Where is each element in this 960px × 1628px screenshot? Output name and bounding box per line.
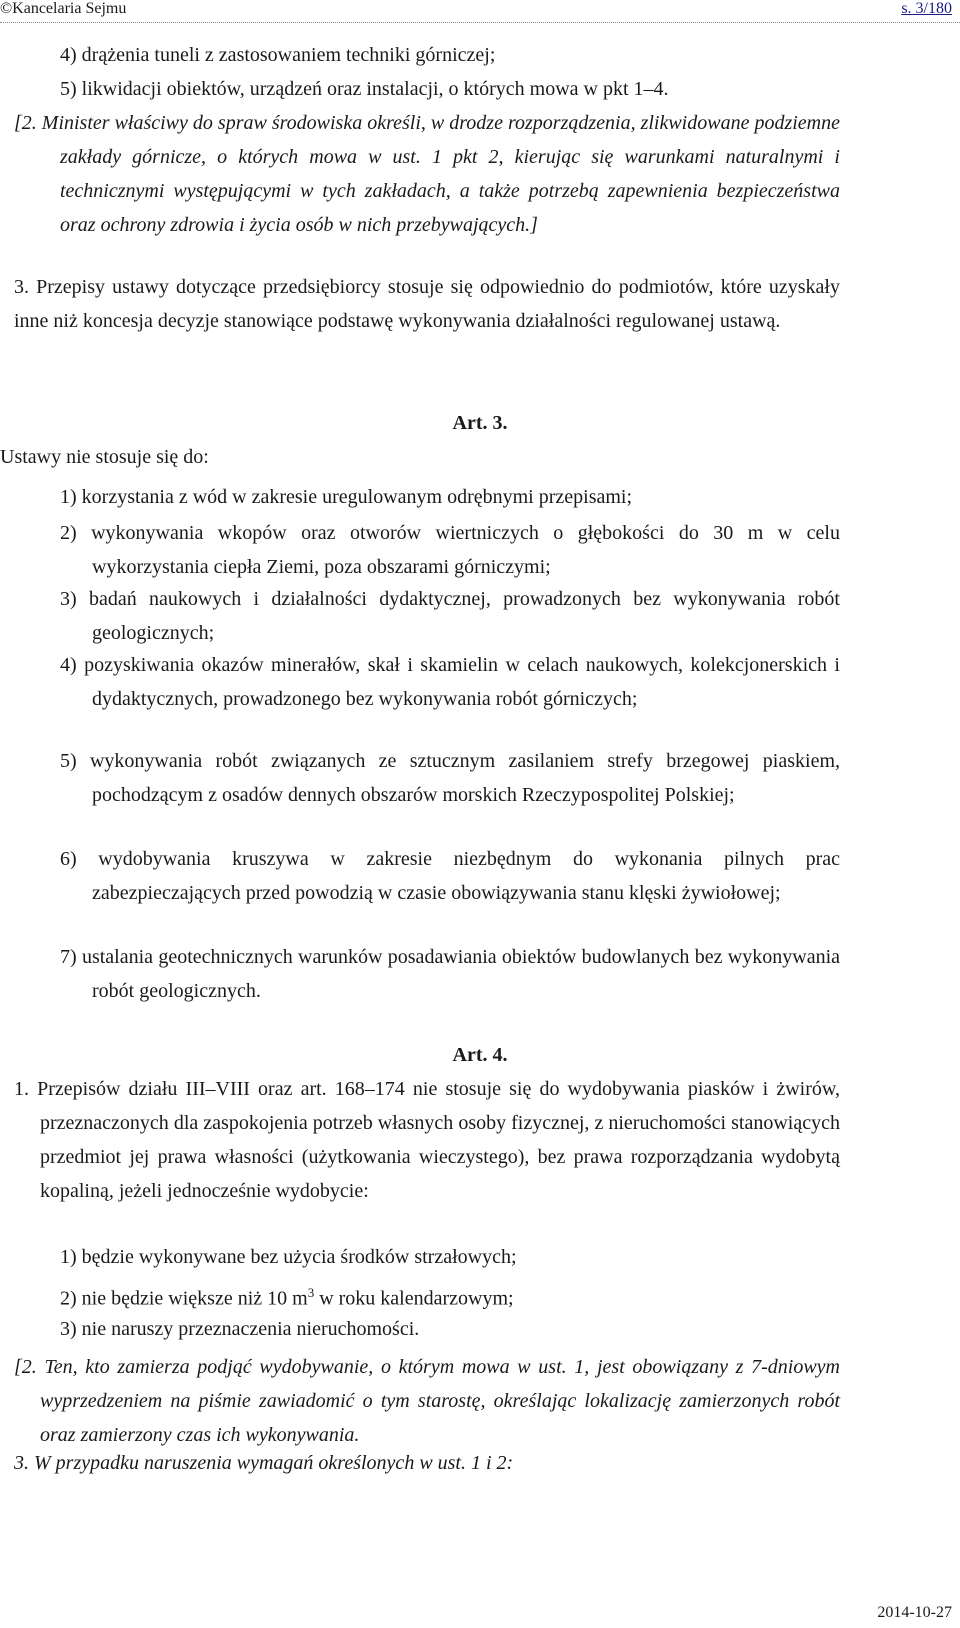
art-3-item-4: 4) pozyskiwania okazów minerałów, skał i skamielin w celach naukowych, kolekcjonerskich i dydaktycznych, prowadzonego bez wykonywania robót górniczych; [60, 654, 840, 710]
art-4-title: Art. 4. [452, 1044, 508, 1066]
ust-3: 3. Przepisy ustawy dotyczące przedsiębiorcy stosuje się odpowiednio do podmiotów, które uzyskały inne niż koncesja decyzje stanowiące podstawę wykonywania działalności regulowanej ustawą. [14, 276, 840, 332]
art-3-item-1: 1) korzystania z wód w zakresie uregulowanym odrębnymi przepisami; [60, 486, 633, 508]
point-2-text: 2) nie będzie większe niż 10 m [60, 1287, 308, 1310]
art-4-point-3: 3) nie naruszy przeznaczenia nieruchomości. [60, 1318, 420, 1340]
art-3-title: Art. 3. [452, 412, 508, 434]
point-2-text-end: w roku kalendarzowym; [314, 1287, 514, 1310]
art-3-item-7: 7) ustalania geotechnicznych warunków posadawiania obiektów budowlanych bez wykonywania robót geologicznych. [60, 946, 840, 1002]
header-page-number[interactable] [901, 0, 952, 18]
footer-date: 2014-10-27 [877, 1604, 952, 1621]
art-3-item-3: 3) badań naukowych i działalności dydaktycznej, prowadzonych bez wykonywania robót geologicznych; [60, 588, 840, 644]
page-number-link[interactable]: s. 3/180 [901, 0, 952, 17]
art-3-intro: Ustawy nie stosuje się do: [0, 446, 209, 468]
art-4-point-1: 1) będzie wykonywane bez użycia środków strzałowych; [60, 1246, 517, 1268]
art-4-ust-1: 1. Przepisów działu III–VIII oraz art. 168–174 nie stosuje się do wydobywania piasków i żwirów, przeznaczonych dla zaspokojenia potrzeb własnych osoby fizycznej, z nieruchomości stanowiących przedmiot jej prawa własności (użytkowania wieczystego), bez prawa rozporządzania wydobytą kopaliną, jeżeli jednocześnie wydobycie: [14, 1078, 840, 1202]
header-divider [0, 22, 960, 23]
art-4-ust-3-italic: 3. W przypadku naruszenia wymagań określonych w ust. 1 i 2: [14, 1452, 514, 1474]
art-3-item-5: 5) wykonywania robót związanych ze sztucznym zasilaniem strefy brzegowej piaskiem, pochodzącym z osadów dennych obszarów morskich Rzeczypospolitej Polskiej; [60, 750, 840, 806]
header-copyright: ©Kancelaria Sejmu [0, 0, 127, 17]
art-3-item-6: 6) wydobywania kruszywa w zakresie niezbędnym do wykonania pilnych prac zabezpieczających przed powodzią w czasie obowiązywania stanu klęski żywiołowej; [60, 848, 840, 904]
art-4-ust-2-italic: [2. Ten, kto zamierza podjąć wydobywanie, o którym mowa w ust. 1, jest obowiązany z 7-dniowym wyprzedzeniem na piśmie zawiadomić o tym starostę, określając lokalizację zamierzonych robót oraz zamierzony czas ich wykonywania. [14, 1356, 840, 1446]
item-5: 5) likwidacji obiektów, urządzeń oraz instalacji, o których mowa w pkt 1–4. [60, 78, 669, 100]
art-3-item-2: 2) wykonywania wkopów oraz otworów wiertniczych o głębokości do 30 m w celu wykorzystania ciepła Ziemi, poza obszarami górniczymi; [60, 522, 840, 578]
item-4: 4) drążenia tuneli z zastosowaniem techniki górniczej; [60, 44, 496, 66]
point-2-superscript: 3 [307, 1285, 315, 1300]
ust-2-italic: [2. Minister właściwy do spraw środowiska określi, w drodze rozporządzenia, zlikwidowane podziemne zakłady górnicze, o których mowa w ust. 1 pkt 2, kierując się warunkami naturalnymi i technicznymi występującymi w tych zakładach, a także potrzebą zapewnienia bezpieczeństwa oraz ochrony zdrowia i życia osób w nich przebywających.] [14, 112, 840, 236]
art-4-point-2 [60, 1276, 840, 1316]
